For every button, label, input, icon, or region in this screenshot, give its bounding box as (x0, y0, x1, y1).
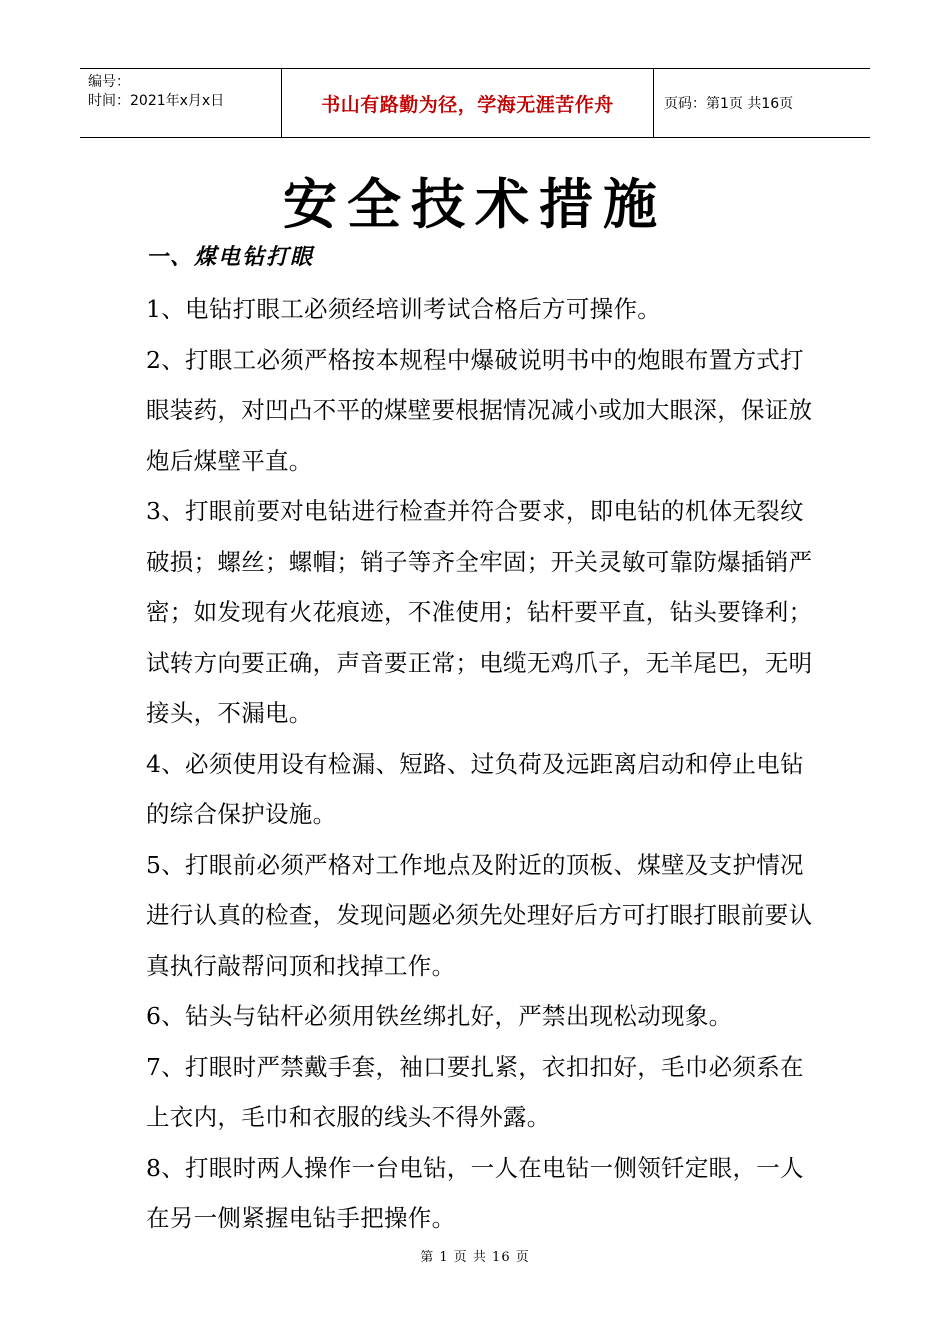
header-motto: 书山有路勤为径，学海无涯苦作舟 (282, 69, 654, 137)
header-table (80, 68, 870, 138)
paragraph-2: 2、打眼工必须严格按本规程中爆破说明书中的炮眼布置方式打眼装药，对凹凸不平的煤壁要根据情况减小或加大眼深，保证放炮后煤壁平直。 (146, 345, 813, 475)
paragraph-1: 1、电钻打眼工必须经培训考试合格后方可操作。 (146, 295, 662, 323)
document-time-label: 时间：2021年x月x日 (88, 93, 225, 109)
paragraph-4: 4、必须使用设有检漏、短路、过负荷及远距离启动和停止电钻的综合保护设施。 (146, 749, 804, 828)
header-page-info: 页码：第1页 共16页 (664, 96, 794, 112)
section-heading: 一、煤电钻打眼 (146, 245, 315, 270)
document-body (146, 284, 814, 1244)
page-footer: 第 1 页 共 16 页 (420, 1250, 530, 1265)
header-meta-cell (80, 69, 282, 137)
document-title: 安全技术措施 (283, 173, 667, 236)
paragraph-3: 3、打眼前要对电钻进行检查并符合要求，即电钻的机体无裂纹破损；螺丝；螺帽；销子等齐全牢固；开关灵敏可靠防爆插销严密；如发现有火花痕迹，不准使用；钻杆要平直，钻头要锋利；试转方向要正确，声音要正常；电缆无鸡爪子，无羊尾巴，无明接头，不漏电。 (146, 497, 813, 727)
document-number-label: 编号： (88, 74, 130, 90)
paragraph-7: 7、打眼时严禁戴手套，袖口要扎紧，衣扣扣好，毛巾必须系在上衣内，毛巾和衣服的线头不得外露。 (146, 1052, 804, 1131)
paragraph-5: 5、打眼前必须严格对工作地点及附近的顶板、煤壁及支护情况进行认真的检查，发现问题必须先处理好后方可打眼打眼前要认真执行敲帮问顶和找掉工作。 (146, 850, 813, 980)
paragraph-8: 8、打眼时两人操作一台电钻，一人在电钻一侧领钎定眼，一人在另一侧紧握电钻手把操作。 (146, 1153, 804, 1232)
paragraph-6: 6、钻头与钻杆必须用铁丝绑扎好，严禁出现松动现象。 (146, 1002, 733, 1030)
